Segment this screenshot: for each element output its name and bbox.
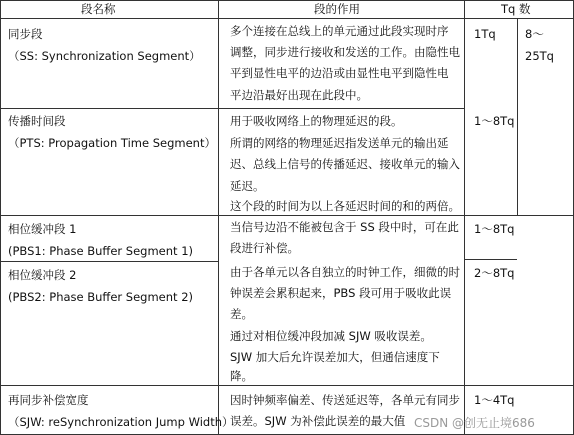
pts-name-cn: 传播时间段 [8, 114, 66, 128]
header-tq-count: Tq 数 [501, 2, 531, 16]
col-divider-desc [464, 0, 465, 435]
sjw-desc-line-2: 误差。SJW 为补偿此误差的最大值 [230, 414, 406, 428]
pbs2-desc-2: 通过对相位缓冲段加减 SJW 吸收误差。 [230, 329, 432, 343]
pbs2-desc-1-line-1: 由于各单元以各自独立的时钟工作，细微的时 [230, 265, 460, 279]
pbs1-tq: 1～8Tq [474, 222, 515, 236]
row-divider-pbs1-name [0, 261, 218, 262]
total-tq-line-1: 8～ [525, 27, 544, 41]
ss-tq: 1Tq [474, 27, 496, 41]
ss-name-cn: 同步段 [8, 27, 43, 41]
row-divider-pbs2 [0, 385, 573, 386]
col-divider-name [218, 0, 219, 435]
total-tq-line-2: 25Tq [525, 49, 554, 63]
sjw-name-cn: 再同步补偿宽度 [8, 393, 89, 407]
pts-desc-2-line-1: 所谓的网络的物理延迟指发送单元的输出延 [230, 136, 449, 150]
pbs2-desc-3-line-1: SJW 加大后允许误差加大，但通信速度下 [230, 350, 440, 364]
pbs1-name-cn: 相位缓冲段 1 [8, 222, 77, 236]
ss-name-en: （SS: Synchronization Segment） [8, 49, 201, 63]
pbs1-desc-line-2: 段进行补偿。 [230, 241, 299, 255]
table-top-border [0, 0, 573, 1]
pbs1-name-en: (PBS1: Phase Buffer Segment 1) [8, 244, 194, 258]
pbs2-desc-1-line-2: 钟误差会累积起来，PBS 段可用于吸收此误 [230, 286, 452, 300]
pts-desc-2-line-3: 延迟。 [230, 179, 265, 193]
row-divider-pbs1-tq [464, 259, 517, 260]
sjw-name-en: （SJW: reSynchronization Jump Width） [8, 415, 234, 429]
header-segment-name: 段名称 [81, 2, 116, 16]
row-divider-pts [0, 215, 573, 216]
pts-desc-2-line-2: 迟、总线上信号的传播延迟、接收单元的输入 [230, 157, 460, 171]
header-segment-function: 段的作用 [314, 2, 360, 16]
pbs2-tq: 2～8Tq [474, 266, 515, 280]
table-left-border [0, 0, 1, 435]
pts-tq: 1～8Tq [474, 114, 515, 128]
ss-desc-line-4: 平边沿最好出现在此段中。 [230, 88, 368, 102]
ss-desc-line-1: 多个连接在总线上的单元通过此段实现时序 [230, 24, 449, 38]
pts-name-en: （PTS: Propagation Time Segment） [8, 136, 216, 150]
pbs2-desc-3-line-2: 降。 [230, 369, 253, 383]
col-divider-tq [517, 18, 518, 215]
sjw-desc-line-1: 因时钟频率偏差、传送延迟等，各单元有同步 [230, 393, 460, 407]
sjw-tq: 1～4Tq [474, 393, 515, 407]
csdn-watermark: CSDN @创无止境686 [414, 416, 535, 430]
pbs1-desc-line-1: 当信号边沿不能被包含于 SS 段中时，可在此 [230, 220, 459, 234]
pts-desc-1: 用于吸收网络上的物理延迟的段。 [230, 114, 403, 128]
row-divider-ss [0, 108, 464, 109]
ss-desc-line-3: 平到显性电平的边沿或由显性电平到隐性电 [230, 66, 449, 80]
pbs2-name-en: (PBS2: Phase Buffer Segment 2) [8, 290, 194, 304]
ss-desc-line-2: 调整，同步进行接收和发送的工作。由隐性电 [230, 45, 460, 59]
pts-desc-3: 这个段的时间为以上各延迟时间的和的两倍。 [230, 199, 460, 213]
header-divider [0, 18, 573, 19]
pbs2-name-cn: 相位缓冲段 2 [8, 268, 77, 282]
pbs2-desc-1-line-3: 差。 [230, 307, 253, 321]
